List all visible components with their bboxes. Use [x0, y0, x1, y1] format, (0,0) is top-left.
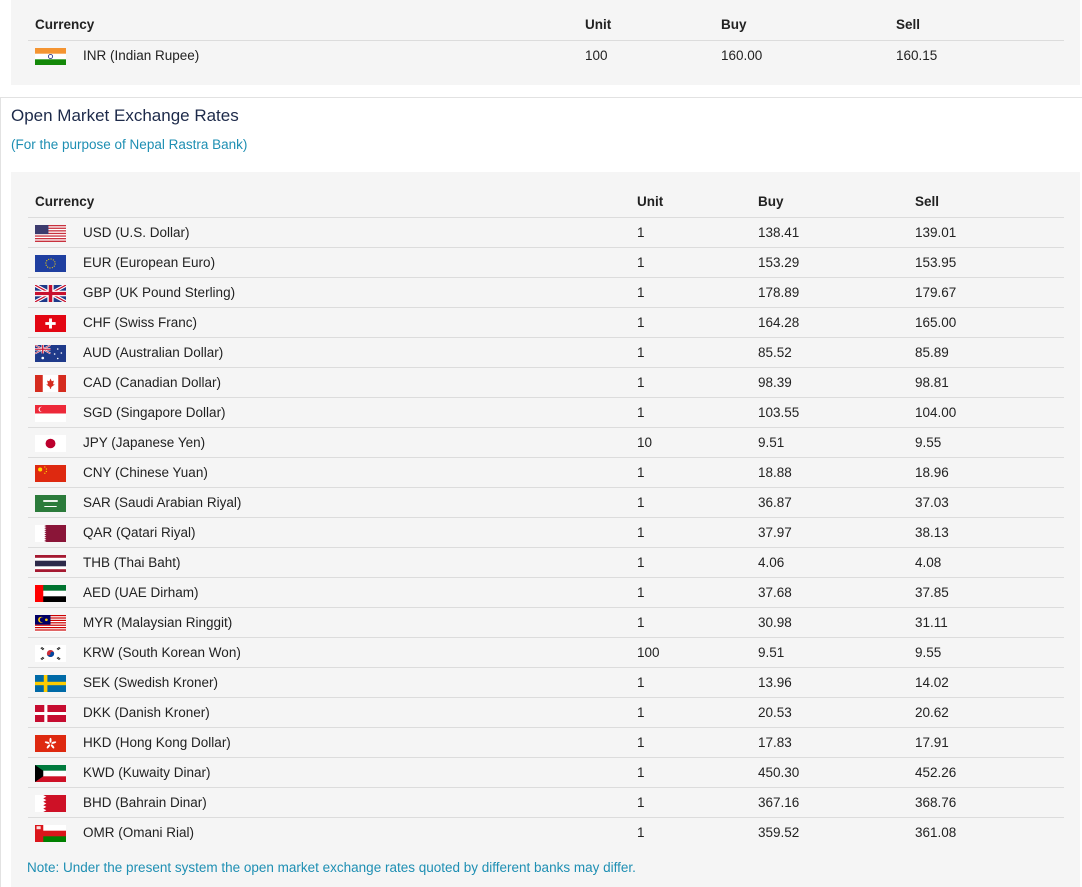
- currency-name: BHD (Bahrain Dinar): [83, 795, 207, 810]
- currency-name: EUR (European Euro): [83, 255, 216, 270]
- sell-rate: 98.81: [915, 375, 949, 390]
- flag-saudi-arabia-icon: [35, 495, 66, 512]
- flag-hong-kong-icon: [35, 735, 66, 752]
- buy-rate: 98.39: [758, 375, 792, 390]
- flag-kuwait-icon: [35, 765, 66, 782]
- unit-value: 1: [637, 405, 645, 420]
- table-row: [28, 817, 1064, 847]
- buy-rate: 9.51: [758, 645, 785, 660]
- flag-switzerland-icon: [35, 315, 66, 332]
- page-subtitle: (For the purpose of Nepal Rastra Bank): [11, 137, 248, 152]
- table-row: [28, 217, 1064, 247]
- sell-rate: 165.00: [915, 315, 957, 330]
- buy-rate: 17.83: [758, 735, 792, 750]
- left-border: [0, 98, 1, 887]
- sell-rate: 37.85: [915, 585, 949, 600]
- flag-sweden-icon: [35, 675, 66, 692]
- buy-rate: 13.96: [758, 675, 792, 690]
- buy-rate: 138.41: [758, 225, 800, 240]
- sell-rate: 85.89: [915, 345, 949, 360]
- sell-rate: 368.76: [915, 795, 957, 810]
- flag-india-icon: [35, 48, 66, 65]
- buy-rate: 450.30: [758, 765, 800, 780]
- flag-qatar-icon: [35, 525, 66, 542]
- sell-rate: 18.96: [915, 465, 949, 480]
- table-row: [28, 547, 1064, 577]
- unit-value: 1: [637, 285, 645, 300]
- table-row: [28, 337, 1064, 367]
- currency-name: AUD (Australian Dollar): [83, 345, 224, 360]
- table-row: [28, 277, 1064, 307]
- sell-rate: 9.55: [915, 645, 942, 660]
- currency-name: CHF (Swiss Franc): [83, 315, 197, 330]
- flag-thailand-icon: [35, 555, 66, 572]
- unit-value: 100: [585, 48, 608, 63]
- buy-rate: 30.98: [758, 615, 792, 630]
- currency-name: KWD (Kuwaity Dinar): [83, 765, 211, 780]
- unit-value: 10: [637, 435, 653, 450]
- section-divider: [0, 97, 1082, 98]
- unit-value: 1: [637, 675, 645, 690]
- buy-rate: 178.89: [758, 285, 800, 300]
- currency-name: THB (Thai Baht): [83, 555, 181, 570]
- unit-value: 1: [637, 465, 645, 480]
- buy-rate: 37.97: [758, 525, 792, 540]
- sell-rate: 14.02: [915, 675, 949, 690]
- buy-rate: 359.52: [758, 825, 800, 840]
- open-market-table: [28, 187, 1064, 847]
- table-row: [28, 397, 1064, 427]
- sell-rate: 20.62: [915, 705, 949, 720]
- sell-rate: 17.91: [915, 735, 949, 750]
- currency-name: CAD (Canadian Dollar): [83, 375, 222, 390]
- sell-rate: 4.08: [915, 555, 942, 570]
- table-row: [28, 247, 1064, 277]
- table-row: [28, 667, 1064, 697]
- currency-name: QAR (Qatari Riyal): [83, 525, 196, 540]
- header-buy: Buy: [758, 194, 784, 209]
- currency-name: MYR (Malaysian Ringgit): [83, 615, 233, 630]
- unit-value: 1: [637, 705, 645, 720]
- unit-value: 1: [637, 825, 645, 840]
- header-sell: Sell: [896, 17, 921, 32]
- header-currency: Currency: [35, 17, 95, 32]
- currency-name: GBP (UK Pound Sterling): [83, 285, 236, 300]
- currency-name: INR (Indian Rupee): [83, 48, 200, 63]
- flag-japan-icon: [35, 435, 66, 452]
- table-row: [28, 517, 1064, 547]
- buy-rate: 20.53: [758, 705, 792, 720]
- table-row: [28, 427, 1064, 457]
- header-currency: Currency: [35, 194, 95, 209]
- header-buy: Buy: [721, 17, 747, 32]
- table-row: [28, 727, 1064, 757]
- flag-eu-icon: [35, 255, 66, 272]
- table-row: [28, 697, 1064, 727]
- unit-value: 1: [637, 735, 645, 750]
- buy-rate: 160.00: [721, 48, 763, 63]
- sell-rate: 452.26: [915, 765, 957, 780]
- unit-value: 100: [637, 645, 660, 660]
- flag-usa-icon: [35, 225, 66, 242]
- flag-uae-icon: [35, 585, 66, 602]
- table-header: [28, 10, 1064, 40]
- flag-oman-icon: [35, 825, 66, 842]
- unit-value: 1: [637, 525, 645, 540]
- sell-rate: 139.01: [915, 225, 957, 240]
- flag-uk-icon: [35, 285, 66, 302]
- buy-rate: 103.55: [758, 405, 800, 420]
- flag-bahrain-icon: [35, 795, 66, 812]
- table-row: [28, 367, 1064, 397]
- header-unit: Unit: [585, 17, 612, 32]
- header-unit: Unit: [637, 194, 664, 209]
- currency-name: JPY (Japanese Yen): [83, 435, 206, 450]
- table-row: [28, 40, 1064, 70]
- buy-rate: 153.29: [758, 255, 800, 270]
- currency-name: CNY (Chinese Yuan): [83, 465, 208, 480]
- sell-rate: 9.55: [915, 435, 942, 450]
- currency-name: DKK (Danish Kroner): [83, 705, 210, 720]
- unit-value: 1: [637, 495, 645, 510]
- sell-rate: 38.13: [915, 525, 949, 540]
- unit-value: 1: [637, 375, 645, 390]
- table-header: [28, 187, 1064, 217]
- currency-name: SGD (Singapore Dollar): [83, 405, 226, 420]
- currency-name: SEK (Swedish Kroner): [83, 675, 219, 690]
- unit-value: 1: [637, 315, 645, 330]
- disclaimer-note: Note: Under the present system the open market exchange rates quoted by different banks may differ.: [27, 860, 636, 875]
- sell-rate: 153.95: [915, 255, 957, 270]
- unit-value: 1: [637, 555, 645, 570]
- buy-rate: 367.16: [758, 795, 800, 810]
- page-title: Open Market Exchange Rates: [11, 106, 239, 125]
- table-row: [28, 607, 1064, 637]
- header-sell: Sell: [915, 194, 940, 209]
- reference-rate-table: [28, 10, 1064, 70]
- buy-rate: 37.68: [758, 585, 792, 600]
- currency-name: SAR (Saudi Arabian Riyal): [83, 495, 242, 510]
- buy-rate: 4.06: [758, 555, 785, 570]
- buy-rate: 36.87: [758, 495, 792, 510]
- sell-rate: 31.11: [915, 615, 948, 630]
- unit-value: 1: [637, 585, 645, 600]
- flag-denmark-icon: [35, 705, 66, 722]
- sell-rate: 160.15: [896, 48, 938, 63]
- unit-value: 1: [637, 225, 645, 240]
- sell-rate: 361.08: [915, 825, 957, 840]
- unit-value: 1: [637, 765, 645, 780]
- table-row: [28, 757, 1064, 787]
- currency-name: USD (U.S. Dollar): [83, 225, 190, 240]
- buy-rate: 85.52: [758, 345, 792, 360]
- flag-malaysia-icon: [35, 615, 66, 632]
- unit-value: 1: [637, 255, 645, 270]
- sell-rate: 104.00: [915, 405, 957, 420]
- flag-canada-icon: [35, 375, 66, 392]
- buy-rate: 164.28: [758, 315, 800, 330]
- unit-value: 1: [637, 615, 645, 630]
- sell-rate: 37.03: [915, 495, 949, 510]
- flag-china-icon: [35, 465, 66, 482]
- unit-value: 1: [637, 345, 645, 360]
- flag-singapore-icon: [35, 405, 66, 422]
- sell-rate: 179.67: [915, 285, 957, 300]
- buy-rate: 18.88: [758, 465, 792, 480]
- table-row: [28, 457, 1064, 487]
- currency-name: OMR (Omani Rial): [83, 825, 195, 840]
- buy-rate: 9.51: [758, 435, 785, 450]
- table-row: [28, 487, 1064, 517]
- flag-australia-icon: [35, 345, 66, 362]
- currency-name: AED (UAE Dirham): [83, 585, 199, 600]
- unit-value: 1: [637, 795, 645, 810]
- currency-name: HKD (Hong Kong Dollar): [83, 735, 231, 750]
- table-row: [28, 307, 1064, 337]
- currency-name: KRW (South Korean Won): [83, 645, 241, 660]
- flag-south-korea-icon: [35, 645, 66, 662]
- table-row: [28, 787, 1064, 817]
- table-row: [28, 637, 1064, 667]
- table-row: [28, 577, 1064, 607]
